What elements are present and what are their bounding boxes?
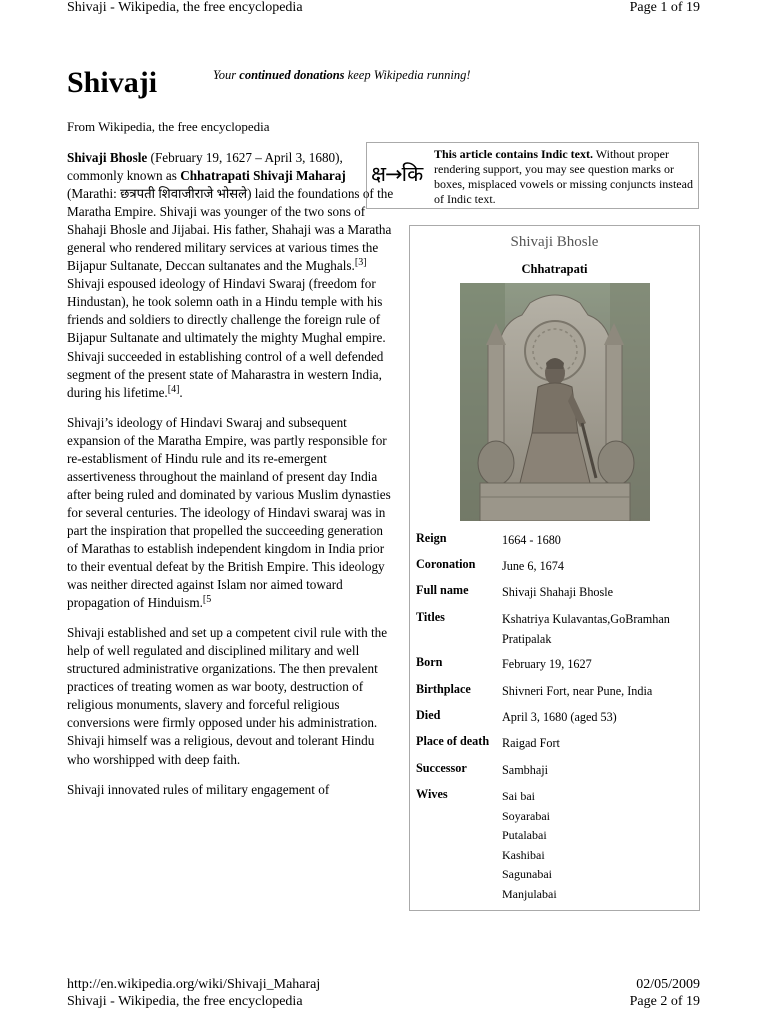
row-label: Coronation xyxy=(416,557,476,571)
donation-tagline[interactable]: Your continued donations keep Wikipedia running! xyxy=(213,68,471,82)
row-label: Successor xyxy=(416,761,467,775)
shivaji-statue-image[interactable] xyxy=(460,283,650,521)
row-label: Birthplace xyxy=(416,682,471,696)
paragraph-military: Shivaji innovated rules of military engagement of xyxy=(67,781,330,797)
wife-item: Sai bai xyxy=(502,789,535,803)
print-footer-date: 02/05/2009 xyxy=(636,977,700,992)
infobox xyxy=(409,225,700,911)
indic-script-icon: क्ष→कि xyxy=(371,162,423,186)
row-label: Titles xyxy=(416,610,445,624)
row-value: Shivneri Fort, near Pune, India xyxy=(502,684,653,698)
citation-link[interactable]: [3] xyxy=(354,257,367,269)
wife-item: Sagunabai xyxy=(502,867,552,881)
citation-link[interactable]: [4] xyxy=(167,383,180,395)
page-title: Shivaji xyxy=(67,66,158,99)
paragraph-intro: Shivaji Bhosle (February 19, 1627 – April 3, 1680), commonly known as Chhatrapati Shivaji Maharaj (Marathi: छत्रपती शिवाजीराजे भोसले) laid the foundations of the Maratha Empire. Shivaji was younger of the two sons of Shahaji Bhosle and Jijabai. His father, Shahaji was a Maratha general who rendered military services at various times the Bijapur Sultanate, Deccan sultanates and the Mughals.[3] Shivaji espoused ideology of Hindavi Swaraj (freedom for Hindustan), he took solemn oath in a Hindu temple with his friends and soldiers to directly challenge the foreign rule of Bijapur Sultanate and ultimately the mighty Mughal empire. Shivaji succeeded in establishing control of a well defended segment of the present state of Maharastra in western India, during his lifetime.[4]. xyxy=(67,150,394,400)
row-label: Reign xyxy=(416,531,447,545)
paragraph-ideology: Shivaji’s ideology of Hindavi Swaraj and subsequent expansion of the Maratha Empire, was partly responsible for re-establisment of Hindu rule and its re-emergent assertiveness throughout the mainland of present day India after being ruled and dominated by various Muslim dynasties for several centuries. The ideology of Hindavi swaraj was in part the inspiration that propelled the succeeding generation of Marathas to establish independent kingdom in India prior to their eventual defeat by the British Empire. This ideology was neither directed against Islam nor aimed toward propagation of Hinduism.$^{[5}$ xyxy=(67,414,391,611)
notice-text: This article contains Indic text. Without proper rendering support, you may see question marks or boxes, misplaced vowels or missing conjuncts instead of Indic text. xyxy=(434,147,693,206)
row-value: Raigad Fort xyxy=(502,736,560,750)
paragraph-civil-rule: Shivaji established and set up a competent civil rule with the help of well regulated and disciplined military and well structured administrative organizations. The then prevalent practices of treating women as war booty, destruction of religious monuments, slavery and forceful religious conversions were firmly opposed under his administration. Shivaji himself was a religious, devout and tolerant Hindu who worshipped with deep faith. xyxy=(67,625,388,767)
print-header-page: Page 1 of 19 xyxy=(629,0,700,15)
row-label: Born xyxy=(416,655,443,669)
row-value: 1664 - 1680 xyxy=(502,533,561,547)
page-subtitle: From Wikipedia, the free encyclopedia xyxy=(67,119,270,134)
row-label: Wives xyxy=(416,787,448,801)
row-label: Place of death xyxy=(416,734,490,748)
print-header-title-page2: Shivaji - Wikipedia, the free encyclopedia xyxy=(67,994,303,1009)
wives-list xyxy=(502,787,557,904)
article-body xyxy=(67,149,394,811)
row-value: April 3, 1680 (aged 53) xyxy=(502,710,617,724)
wife-item: Manjulabai xyxy=(502,886,557,901)
wife-item: Putalabai xyxy=(502,828,547,842)
row-value: June 6, 1674 xyxy=(502,559,564,573)
print-footer-url[interactable]: http://en.wikipedia.org/wiki/Shivaji_Maharaj xyxy=(67,977,321,992)
infobox-subtitle: Chhatrapati xyxy=(521,262,588,276)
infobox-title: Shivaji Bhosle xyxy=(510,234,599,250)
print-header-title: Shivaji - Wikipedia, the free encyclopedia xyxy=(67,0,303,15)
row-value: Shivaji Shahaji Bhosle xyxy=(502,585,614,599)
print-header-page2: Page 2 of 19 xyxy=(629,994,700,1009)
wife-item: Kashibai xyxy=(502,847,545,862)
row-value: Sambhaji xyxy=(502,763,549,777)
row-label: Died xyxy=(416,708,441,722)
citation-link[interactable]: [5 xyxy=(202,594,212,606)
row-value: February 19, 1627 xyxy=(502,657,592,671)
indic-text-notice xyxy=(366,142,699,209)
row-value: Kshatriya Kulavantas,GoBramhan Pratipalak xyxy=(502,612,670,646)
wife-item: Soyarabai xyxy=(502,808,550,823)
row-label: Full name xyxy=(416,583,469,597)
